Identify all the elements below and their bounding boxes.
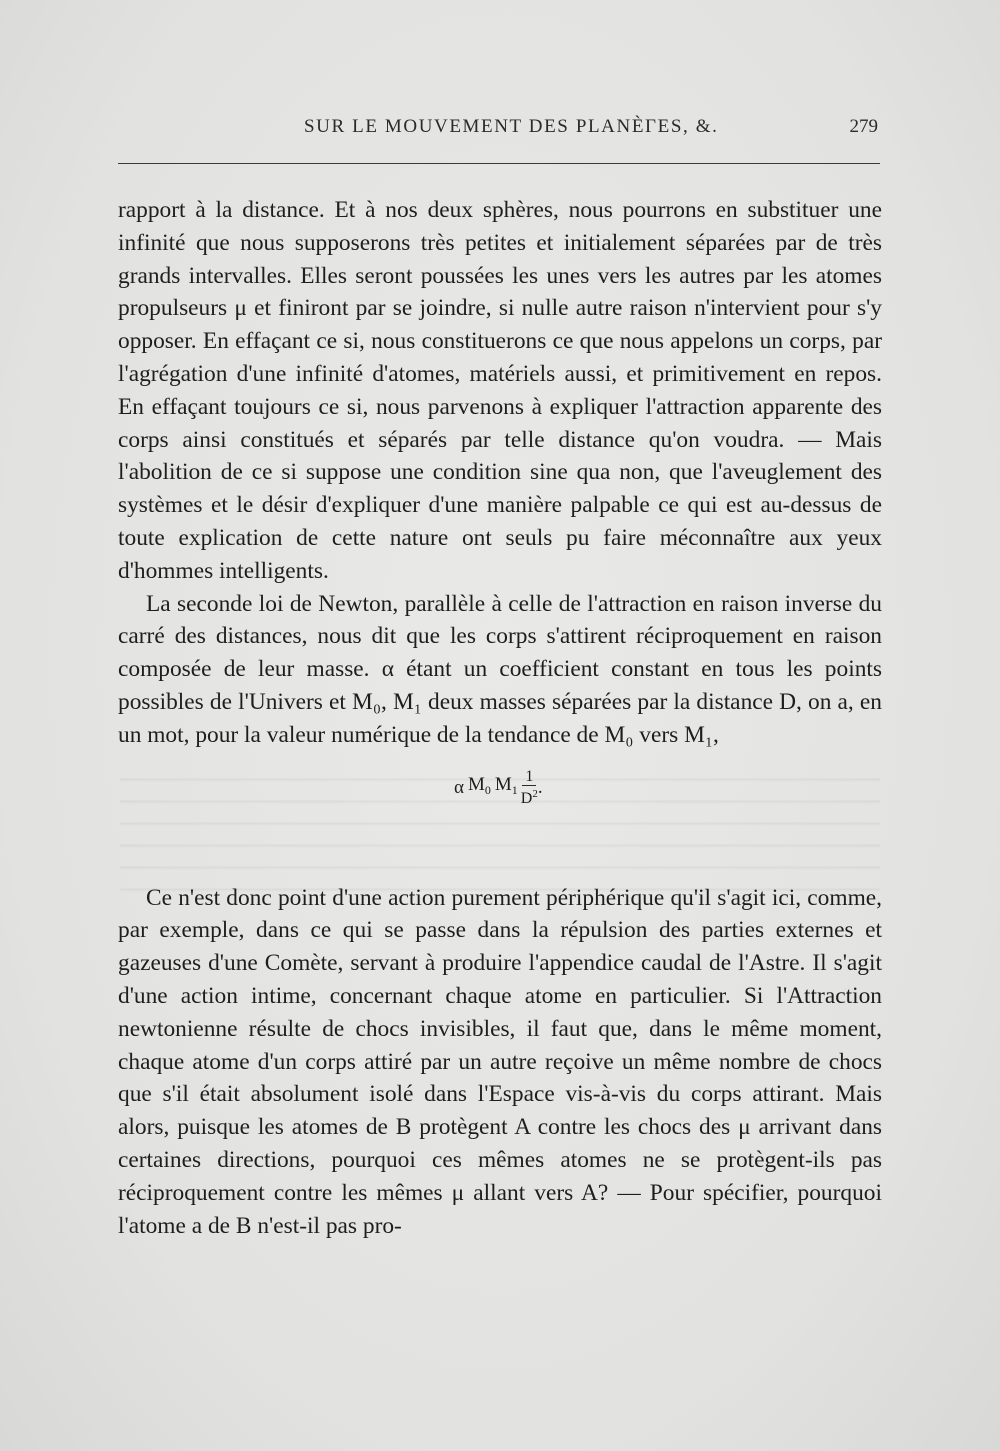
fraction: [521, 768, 538, 807]
equation-block: [118, 752, 882, 882]
attraction-formula: [454, 768, 543, 807]
fraction-numerator: 1: [522, 768, 536, 786]
m0-subscript: 0: [484, 782, 491, 797]
m1-letter: M: [494, 773, 512, 795]
mass-m0: [468, 775, 491, 800]
mass-m1: [495, 775, 518, 800]
header-rule: [118, 163, 880, 164]
denominator-letter: D: [520, 789, 533, 807]
m0-letter: M: [467, 773, 485, 795]
alpha-symbol: α: [454, 776, 464, 798]
running-title: SUR LE MOUVEMENT DES PLANÈΓES, &.: [304, 116, 719, 137]
body-text: [118, 194, 882, 1242]
paragraph-3: Ce n'est donc point d'une action purement périphérique qu'il s'agit ici, comme, par exemple, dans ce qui se passe dans la répulsion des parties externes et gazeuses d'une Comète, servant à produire l'appendice caudal de l'Astre. Il s'agit d'une action intime, concernant chaque atome en particulier. Si l'Attraction newtonienne résulte de chocs invisibles, il faut que, dans le même moment, chaque atome d'un corps attiré par un autre reçoive un même nombre de chocs que s'il était absolument isolé dans l'Espace vis-à-vis du corps attirant. Mais alors, puisque les atomes de B protègent A contre les chocs des μ arrivant dans certaines directions, pourquoi ces mêmes atomes ne se protègent-ils pas réciproquement contre les mêmes μ allant vers A? — Pour spécifier, pourquoi l'atome a de B n'est-il pas pro-: [118, 884, 882, 1239]
m1-subscript: 1: [511, 782, 518, 797]
formula-period: .: [537, 776, 543, 798]
paragraph-2: La seconde loi de Newton, parallèle à celle de l'attraction en raison inverse du carré des distances, nous dit que les corps s'attirent réciproquement en raison composée de leur masse. α étant un coefficient constant en tous les points possibles de l'Univers et M₀, M₁ deux masses séparées par la distance D, on a, en un mot, pour la valeur numérique de la tendance de M₀ vers M₁,: [118, 590, 882, 748]
paragraph-1: rapport à la distance. Et à nos deux sphères, nous pourrons en substituer une infinité que nous supposerons très petites et initialement séparées par de très grands intervalles. Elles seront poussées les unes vers les autres par les atomes propulseurs μ et finiront par se joindre, si nulle autre raison n'intervient pour s'y opposer. En effaçant ce si, nous constituerons ce que nous appelons un corps, par l'agrégation d'une infinité d'atomes, matériels aussi, et primitivement en repos. En effaçant toujours ce si, nous parvenons à expliquer l'attraction apparente des corps ainsi constitués et séparés par telle distance qu'on voudra. — Mais l'abolition de ce si suppose une condition sine qua non, que l'aveuglement des systèmes et le désir d'expliquer d'une manière palpable ce qui est au-dessus de toute explication de cette nature ont seuls pu faire méconnaître aux yeux d'hommes intelligents.: [118, 197, 882, 584]
fraction-denominator: [521, 786, 538, 807]
denominator-exponent: 2: [532, 787, 538, 800]
running-head: [118, 116, 880, 144]
page-number: 279: [849, 116, 878, 137]
